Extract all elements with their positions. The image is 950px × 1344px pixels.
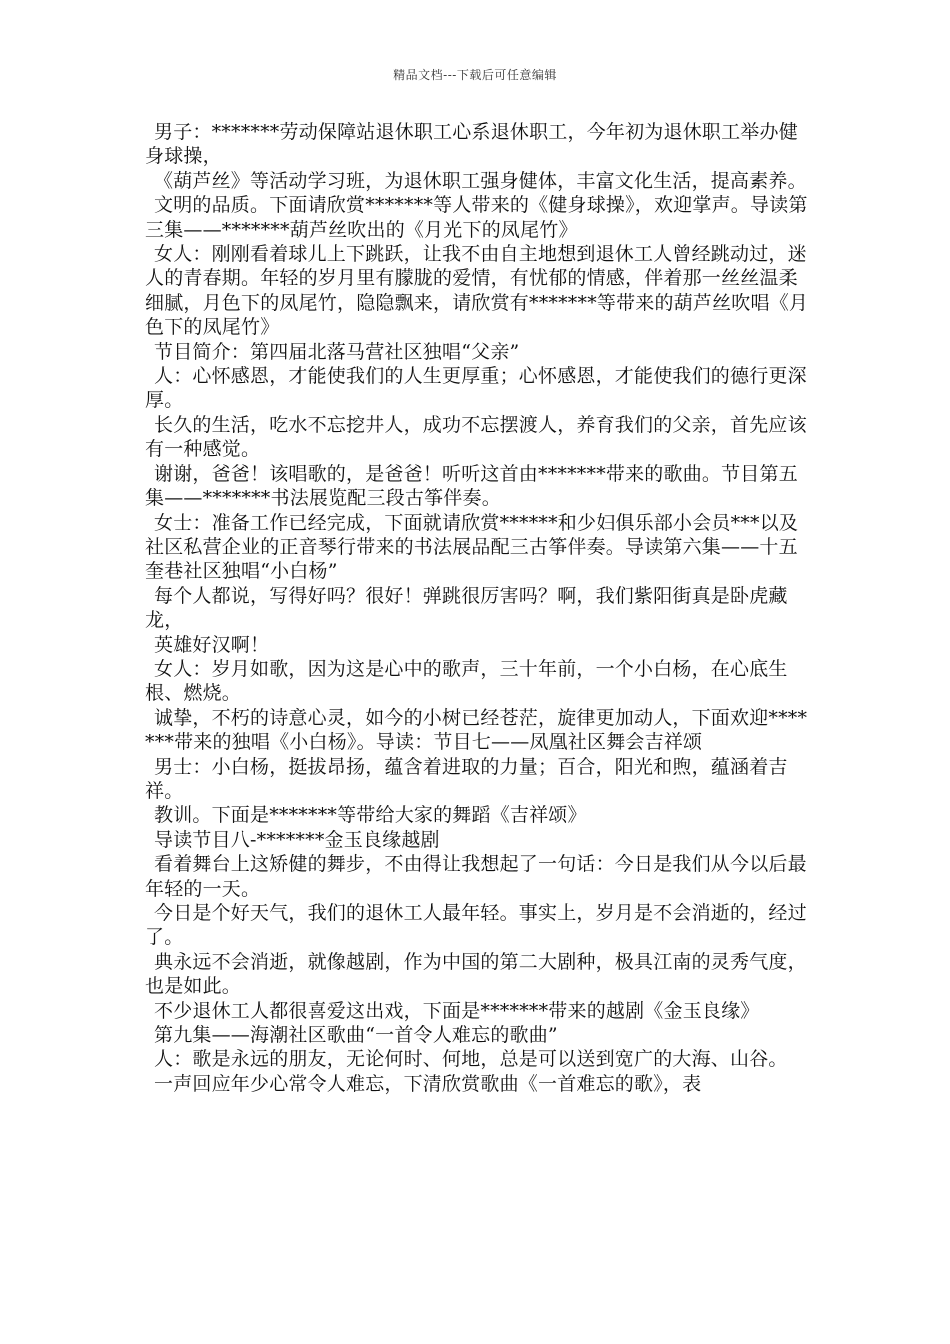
paragraph: 诚挚，不朽的诗意心灵，如今的小树已经苍茫，旋律更加动人，下面欢迎*******带来的独唱《小白杨》。导读：节目七——凤凰社区舞会吉祥颂 — [145, 706, 808, 754]
paragraph: 不少退休工人都很喜爱这出戏，下面是*******带来的越剧《金玉良缘》 — [154, 999, 760, 1022]
paragraph: 今日是个好天气，我们的退休工人最年轻。事实上，岁月是不会消逝的，经过了。 — [145, 902, 807, 949]
paragraph: 女人：刚刚看着球儿上下跳跃，让我不由自主地想到退休工人曾经跳动过，迷人的青春期。年轻的岁月里有朦胧的爱情，有忧郁的情感，伴着那一丝丝温柔细腻，月色下的凤尾竹，隐隐飘来，请欣赏有*******等带来的葫芦丝吹唱《月色下的凤尾竹》 — [145, 243, 809, 339]
paragraph: 长久的生活，吃水不忘挖井人，成功不忘摆渡人，养育我们的父亲，首先应该有一种感觉。 — [145, 413, 807, 461]
paragraph: 节目简介：第四届北落马营社区独唱“父亲” — [154, 340, 520, 363]
paragraph: 女人：岁月如歌，因为这是心中的歌声，三十年前，一个小白杨，在心底生根、燃烧。 — [145, 657, 788, 705]
paragraph: 女士：准备工作已经完成，下面就请欣赏******和少妇俱乐部小会员***以及社区私营企业的正音琴行带来的书法展品配三古筝伴奏。导读第六集——十五奎巷社区独唱“小白杨” — [145, 511, 799, 583]
paragraph: 《葫芦丝》等活动学习班，为退休职工强身健体，丰富文化生活，提高素养。 — [154, 169, 807, 192]
paragraph: 导读节目八-*******金玉良缘越剧 — [154, 828, 440, 851]
paragraph: 一声回应年少心常令人难忘，下清欣赏歌曲《一首难忘的歌》，表 — [154, 1072, 702, 1095]
paragraph: 人：心怀感恩，才能使我们的人生更厚重；心怀感恩，才能使我们的德行更深厚。 — [145, 365, 807, 412]
paragraph: 英雄好汉啊！ — [154, 633, 270, 656]
paragraph: 人：歌是永远的朋友，无论何时、何地，总是可以送到宽广的大海、山谷。 — [154, 1048, 788, 1071]
paragraph: 男子：*******劳动保障站退休职工心系退休职工，今年初为退休职工举办健身球操， — [145, 121, 798, 168]
paragraph: 教训。下面是*******等带给大家的舞蹈《吉祥颂》 — [154, 804, 587, 827]
document-body — [145, 120, 815, 1096]
paragraph: 典永远不会消逝，就像越剧，作为中国的第二大剧种，极具江南的灵秀气度，也是如此。 — [145, 950, 807, 998]
paragraph: 每个人都说，写得好吗？很好！弹跳很厉害吗？啊，我们紫阳街真是卧虎藏龙， — [145, 584, 788, 632]
paragraph: 第九集——海潮社区歌曲“一首令人难忘的歌曲” — [154, 1024, 558, 1047]
paragraph: 男士：小白杨，挺拔昂扬，蕴含着进取的力量；百合，阳光和煦，蕴涵着吉祥。 — [145, 755, 788, 802]
paragraph: 文明的品质。下面请欣赏*******等人带来的《健身球操》，欢迎掌声。导读第三集——*******葫芦丝吹出的《月光下的凤尾竹》 — [145, 194, 808, 241]
page-header: 精品文档---下载后可任意编辑 — [393, 68, 557, 82]
paragraph: 看着舞台上这矫健的舞步，不由得让我想起了一句话：今日是我们从今以后最年轻的一天。 — [145, 853, 807, 900]
paragraph: 谢谢，爸爸！该唱歌的，是爸爸！听听这首由*******带来的歌曲。节目第五集——*******书法展览配三段古筝伴奏。 — [145, 462, 798, 510]
